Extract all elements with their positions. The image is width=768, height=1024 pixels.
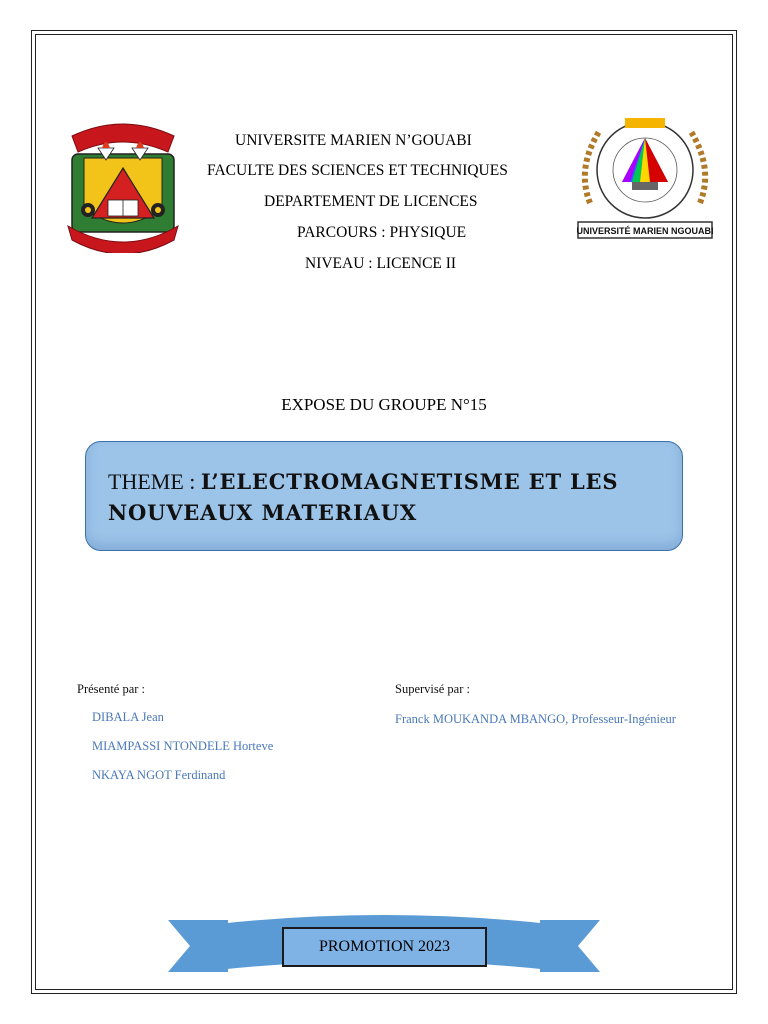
university-crest-logo: [62, 118, 184, 253]
promotion-box: PROMOTION 2023: [282, 927, 487, 967]
faculty-name: FACULTE DES SCIENCES ET TECHNIQUES: [207, 162, 508, 179]
faculty-emblem-logo: [570, 108, 720, 242]
level-name: NIVEAU : LICENCE II: [305, 255, 457, 272]
track-name: PARCOURS : PHYSIQUE: [297, 224, 467, 241]
theme-label: THEME :: [108, 469, 201, 494]
department-name: DEPARTEMENT DE LICENCES: [264, 193, 478, 210]
group-title: EXPOSE DU GROUPE N°15: [281, 395, 487, 414]
supervised-by-label: Supervisé par :: [395, 682, 470, 696]
theme-text: [108, 466, 668, 528]
presenter-name: NKAYA NGOT Ferdinand: [92, 768, 226, 782]
presenter-name: MIAMPASSI NTONDELE Horteve: [92, 739, 274, 753]
emblem-banner-text: UNIVERSITÉ MARIEN NGOUABI: [576, 226, 714, 236]
presenter-name: DIBALA Jean: [92, 710, 164, 724]
theme-box: [85, 441, 683, 551]
university-name: UNIVERSITE MARIEN N’GOUABI: [235, 132, 472, 149]
supervisor-name: Franck MOUKANDA MBANGO, Professeur-Ingénieur: [395, 712, 676, 726]
theme-value: L’ELECTROMAGNETISME ET LES NOUVEAUX MATERIAUX: [108, 469, 619, 525]
presented-by-label: Présenté par :: [77, 682, 146, 696]
